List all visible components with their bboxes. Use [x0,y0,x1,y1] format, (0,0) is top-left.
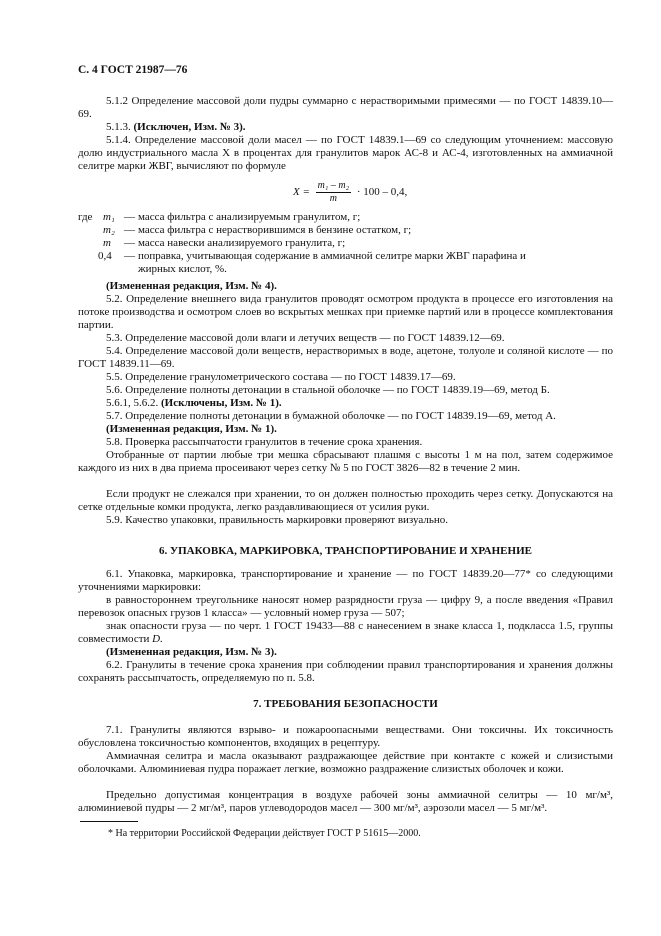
legend-text: масса навески анализируемого гранулита, г; [138,237,346,249]
paragraph [78,620,613,646]
section-number: 5.1.3. [106,121,131,133]
paragraph: 5.2. Определение внешнего вида гранулитов проводят осмотром продукта в процессе его изготовления на потоке производства и осмотром слоев во вскрытых мешках при приемке партий или в процессе комплектования партии. [78,293,613,331]
legend-dash: — [124,237,135,249]
amendment-4 [78,280,613,293]
section-5-9 [78,514,613,527]
formula-fraction [316,180,351,205]
legend-symbol: 0,4 [98,250,112,262]
section-5-6-1 [78,397,613,410]
paragraph: 5.8. Проверка рассыпчатости гранулитов в течение срока хранения. [106,436,423,448]
section-7-1-limits [78,789,613,815]
section-5-8-drop-test [78,449,613,475]
variable-legend [78,211,613,276]
paragraph: 5.1.2 Определение массовой доли пудры суммарно с нерастворимыми примесями — по ГОСТ 14839.10—69. [78,95,613,120]
paragraph: 6.1. Упаковка, маркировка, транспортирование и хранение — по ГОСТ 14839.20—77* со следующими уточнениями маркировки: [78,568,613,593]
legend-dash: — [124,224,135,236]
amendment-note: (Исключен, Изм. № 3). [133,121,246,133]
legend-row [78,211,613,224]
section-5-1-3 [78,121,613,134]
paragraph: 5.9. Качество упаковки, правильность маркировки проверяют визуально. [106,514,449,526]
section-6-1-marking [78,594,613,620]
legend-dash: — [124,211,135,223]
section-5-6 [78,384,613,397]
section-6-heading: 6. УПАКОВКА, МАРКИРОВКА, ТРАНСПОРТИРОВАНИЕ И ХРАНЕНИЕ [159,545,532,557]
amendment-1 [78,423,613,436]
section-7-1-effects [78,750,613,776]
section-5-5 [78,371,613,384]
section-5-4 [78,345,613,371]
paragraph: Предельно допустимая концентрация в воздухе рабочей зоны аммиачной селитры — 10 мг/м³, алюминиевой пудры — 2 мг/м³, паров углеводородов масел — 300 мг/м³, аэрозоли масел — 5 мг/м³. [78,789,613,814]
paragraph [78,397,613,410]
section-5-8-result [78,488,613,514]
amendment-note: (Измененная редакция, Изм. № 4). [106,280,277,292]
where-word: где [78,211,93,223]
legend-dash: — [124,250,135,262]
section-6-2 [78,659,613,685]
legend-row [78,237,613,250]
section-6-1-hazard-sign [78,620,613,646]
paragraph: 7.1. Гранулиты являются взрыво- и пожароопасными веществами. Они токсичны. Их токсичность обусловлена токсичностью компонентов, входящих в рецептуру. [78,724,613,749]
paragraph: 5.3. Определение массовой доли влаги и летучих веществ — по ГОСТ 14839.12—69. [106,332,505,344]
oil-fraction-formula [293,180,407,205]
paragraph [78,121,613,134]
paragraph: 5.5. Определение гранулометрического состава — по ГОСТ 14839.17—69. [106,371,456,383]
section-5-3 [78,332,613,345]
legend-symbol: m₁ [103,211,115,223]
paragraph: 5.1.4. Определение массовой доли масел — по ГОСТ 14839.1—69 со следующим уточнением: массовую долю индустриального масла X в процентах для гранулитов марок АС-8 и АС-4, изготовленных на аммиачной селитре марки ЖВГ, вычисляют по формуле [78,134,613,172]
formula-lhs: X = [293,186,310,199]
paragraph: 5.6. Определение полноты детонации в стальной оболочке — по ГОСТ 14839.19—69, метод Б. [106,384,550,396]
legend-symbol: m [103,237,111,249]
section-number: 5.6.1, 5.6.2. [106,397,159,409]
compatibility-group: D. [152,633,163,645]
paragraph: 5.4. Определение массовой доли веществ, нерастворимых в воде, ацетоне, толуоле и соляной кислоте — по ГОСТ 14839.11—69. [78,345,613,370]
paragraph: Отобранные от партии любые три мешка сбрасывают плашмя с высоты 1 м на пол, затем содержимое каждого из них в два приема просеивают через сетку № 5 по ГОСТ 3826—82 в течение 2 мин. [78,449,613,474]
paragraph: 5.7. Определение полноты детонации в бумажной оболочке — по ГОСТ 14839.19—69, метод А. [106,410,556,422]
legend-text: поправка, учитывающая содержание в аммиачной селитре марки ЖВГ парафина и [138,250,526,262]
page-header: С. 4 ГОСТ 21987—76 [78,64,188,76]
footnote: * На территории Российской Федерации действует ГОСТ Р 51615—2000. [108,828,421,839]
amendment-note: (Исключены, Изм. № 1). [161,397,282,409]
legend-text: масса фильтра с нерастворившимся в бензине остатком, г; [138,224,412,236]
paragraph: в равностороннем треугольнике наносят номер разрядности груза — цифру 9, а после введения «Правил перевозок опасных грузов 1 класса» — условный номер груза — 507; [78,594,613,619]
section-5-1-4 [78,134,613,173]
paragraph: 6.2. Гранулиты в течение срока хранения при соблюдении правил транспортирования и хранения должны сохранять рассыпчатость, определяемую по п. 5.8. [78,659,613,684]
section-5-1-2 [78,95,613,121]
formula-denominator: m [329,193,337,204]
formula-numerator: m₁ – m₂ [317,180,350,191]
legend-text: жирных кислот, %. [138,263,227,275]
footnote-divider [80,821,138,822]
legend-row [78,224,613,237]
legend-symbol: m₂ [103,224,115,236]
formula-rhs: · 100 – 0,4, [356,186,408,199]
paragraph: Аммиачная селитра и масла оказывают раздражающее действие при контакте с кожей и слизистыми оболочками. Алюминиевая пудра поражает легкие, возможно раздражение слизистых оболочек и кожи. [78,750,613,775]
amendment-note: (Измененная редакция, Изм. № 3). [106,646,277,658]
section-7-heading: 7. ТРЕБОВАНИЯ БЕЗОПАСНОСТИ [253,698,438,710]
amendment-note: (Измененная редакция, Изм. № 1). [106,423,277,435]
legend-text: масса фильтра с анализируемым гранулитом, г; [138,211,361,223]
section-6-1 [78,568,613,594]
paragraph: Если продукт не слежался при хранении, то он должен полностью проходить через сетку. Допускаются на сетке отдельные комки продукта, легко раздавливающиеся от усилия руки. [78,488,613,513]
legend-row [78,250,613,263]
section-5-2 [78,293,613,332]
amendment-3 [78,646,613,659]
legend-row [78,263,613,276]
section-7-1 [78,724,613,750]
section-5-7 [78,410,613,423]
paragraph-text: знак опасности груза — по черт. 1 ГОСТ 19433—88 с нанесением в знаке класса 1, подкласса 1.5, группы совместимости [78,620,613,645]
section-5-8 [78,436,613,449]
